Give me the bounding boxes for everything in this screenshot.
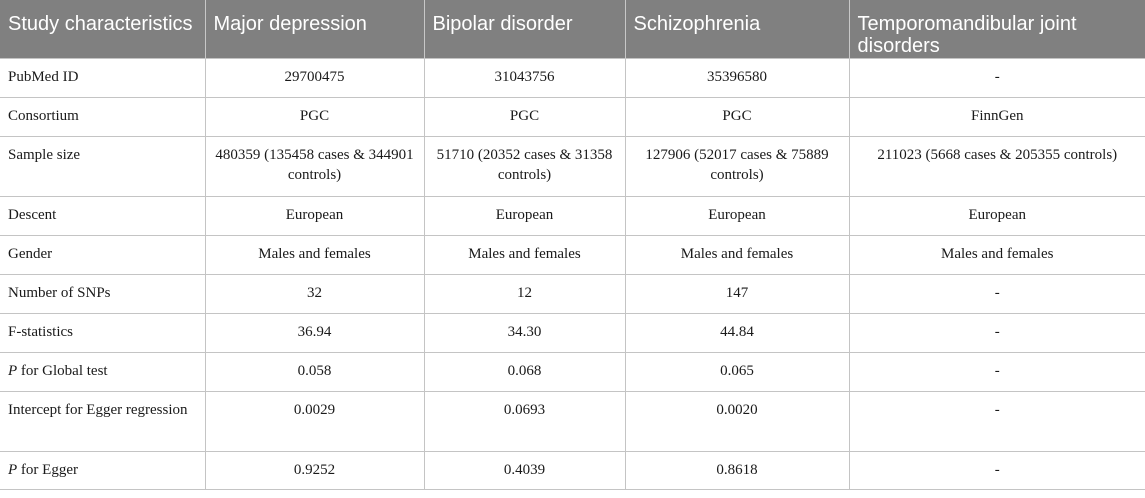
table-cell: 0.8618 [625, 451, 849, 489]
header-row [0, 0, 1145, 58]
row-label [0, 274, 205, 313]
table-cell: - [849, 391, 1145, 451]
table-cell: 34.30 [424, 313, 625, 352]
table-cell: PGC [625, 97, 849, 136]
table-cell: 480359 (135458 cases & 344901 controls) [205, 136, 424, 196]
row-label-text: PubMed ID [8, 68, 79, 85]
row-label-text: Consortium [8, 107, 79, 124]
table-cell: 0.9252 [205, 451, 424, 489]
header-cell-study-characteristics: Study characteristics [0, 0, 205, 58]
table-cell: - [849, 451, 1145, 489]
table-cell: PGC [424, 97, 625, 136]
table-cell: European [849, 196, 1145, 235]
row-label [0, 235, 205, 274]
table-row [0, 274, 1145, 313]
table-row [0, 352, 1145, 391]
table-cell: 0.0020 [625, 391, 849, 451]
table-row [0, 136, 1145, 196]
table-cell: 0.4039 [424, 451, 625, 489]
table-cell: 127906 (52017 cases & 75889 controls) [625, 136, 849, 196]
table-row [0, 97, 1145, 136]
row-label-text: for Global test [17, 362, 108, 379]
table-cell: PGC [205, 97, 424, 136]
table-cell: - [849, 58, 1145, 97]
row-label [0, 196, 205, 235]
row-label-text: Sample size [8, 146, 81, 163]
header-cell-schizophrenia: Schizophrenia [625, 0, 849, 58]
table-cell: Males and females [205, 235, 424, 274]
table-cell: 12 [424, 274, 625, 313]
row-label [0, 97, 205, 136]
row-label [0, 391, 205, 451]
header-cell-major-depression: Major depression [205, 0, 424, 58]
table-cell: European [424, 196, 625, 235]
table-cell: 36.94 [205, 313, 424, 352]
table-cell: 32 [205, 274, 424, 313]
table-cell: - [849, 274, 1145, 313]
header-cell-bipolar-disorder: Bipolar disorder [424, 0, 625, 58]
row-label-text: F-statistics [8, 323, 74, 340]
row-label [0, 136, 205, 196]
table-cell: 0.058 [205, 352, 424, 391]
row-label-text: Number of SNPs [8, 284, 111, 301]
table-row [0, 313, 1145, 352]
row-label-prefix: P [8, 362, 18, 379]
row-label-text: Gender [8, 245, 53, 262]
table-row [0, 235, 1145, 274]
table-cell: 0.068 [424, 352, 625, 391]
row-label-text: Descent [8, 206, 57, 223]
table-cell: Males and females [625, 235, 849, 274]
table-cell: 0.0029 [205, 391, 424, 451]
row-label-text: for Egger [17, 461, 78, 478]
table-cell: 29700475 [205, 58, 424, 97]
table-cell: FinnGen [849, 97, 1145, 136]
table-cell: 51710 (20352 cases & 31358 controls) [424, 136, 625, 196]
table-cell: Males and females [849, 235, 1145, 274]
table-cell: 211023 (5668 cases & 205355 controls) [849, 136, 1145, 196]
row-label-prefix: P [8, 461, 18, 478]
table-cell: 0.0693 [424, 391, 625, 451]
table-cell: 0.065 [625, 352, 849, 391]
table-cell: 44.84 [625, 313, 849, 352]
row-label [0, 58, 205, 97]
table-row [0, 196, 1145, 235]
table-row [0, 451, 1145, 489]
table-row [0, 391, 1145, 451]
table-cell: - [849, 352, 1145, 391]
row-label [0, 451, 205, 489]
table-cell: 35396580 [625, 58, 849, 97]
table-cell: 31043756 [424, 58, 625, 97]
table-cell: European [625, 196, 849, 235]
row-label-text: Intercept for Egger regression [8, 401, 188, 418]
row-label [0, 313, 205, 352]
table-cell: - [849, 313, 1145, 352]
table-cell: European [205, 196, 424, 235]
table-cell: Males and females [424, 235, 625, 274]
row-label [0, 352, 205, 391]
table-row [0, 58, 1145, 97]
header-cell-tmj-disorders: Temporomandibular joint disorders [849, 0, 1145, 58]
table-cell: 147 [625, 274, 849, 313]
